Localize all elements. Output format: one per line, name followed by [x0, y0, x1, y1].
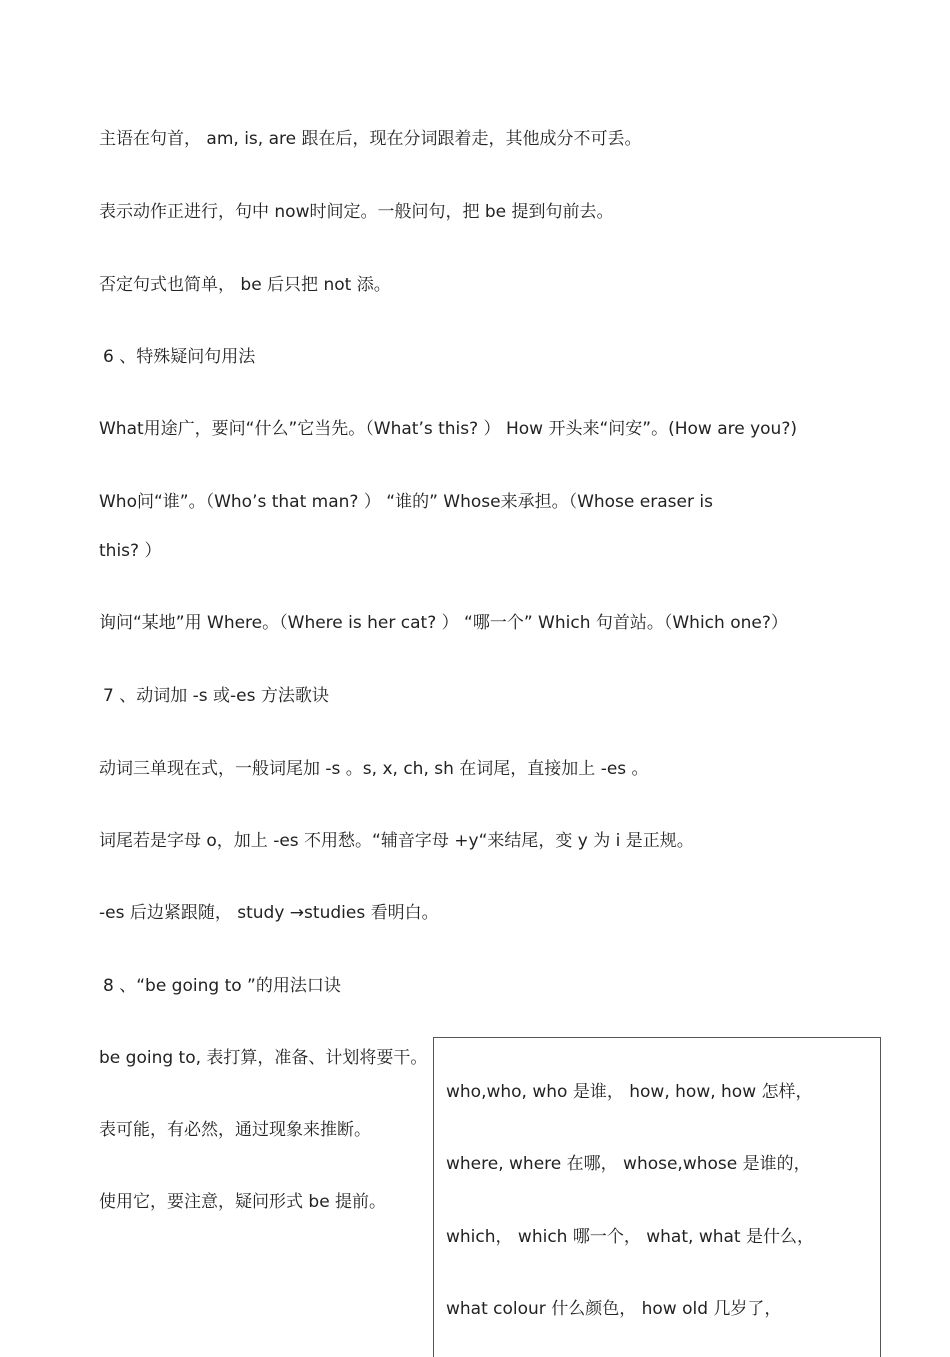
text-line: -es 后边紧跟随， study →studies 看明白。	[99, 903, 439, 923]
section-heading-8: 8 、“be going to ”的用法口诀	[103, 976, 341, 996]
text-line: What用途广，要问“什么”它当先。（What’s this? ） How 开头来“问安”。(How are you?)	[99, 419, 797, 439]
box-line: where, where 在哪， whose,whose 是谁的，	[446, 1154, 811, 1174]
text-line: 主语在句首， am, is, are 跟在后，现在分词跟着走，其他成分不可丢。	[99, 129, 642, 149]
box-line: who,who, who 是谁， how, how, how 怎样，	[446, 1082, 813, 1102]
section-heading-6: 6 、特殊疑问句用法	[103, 347, 256, 367]
box-line: which， which 哪一个， what, what 是什么，	[446, 1227, 814, 1247]
text-line: 表示动作正进行，句中 now时间定。一般问句，把 be 提到句前去。	[99, 202, 614, 222]
box-line: what colour 什么颜色， how old 几岁了，	[446, 1299, 782, 1319]
text-line: be going to, 表打算，准备、计划将要干。	[99, 1048, 428, 1068]
text-line: 询问“某地”用 Where。（Where is her cat? ） “哪一个” Which 句首站。（Which one?）	[99, 613, 788, 633]
text-line: 使用它，要注意，疑问形式 be 提前。	[99, 1192, 387, 1212]
text-line: this? ）	[99, 541, 162, 561]
text-line: 否定句式也简单， be 后只把 not 添。	[99, 275, 391, 295]
text-line: Who问“谁”。（Who’s that man? ） “谁的” Whose来承担。（Whose eraser is	[99, 492, 713, 512]
text-line: 动词三单现在式，一般词尾加 -s 。s, x, ch, sh 在词尾，直接加上 -es 。	[99, 759, 649, 779]
question-words-box	[433, 1037, 881, 1357]
section-heading-7: 7 、动词加 -s 或-es 方法歌诀	[103, 686, 329, 706]
text-line: 词尾若是字母 o，加上 -es 不用愁。“辅音字母 +y“来结尾，变 y 为 i 是正规。	[99, 831, 694, 851]
text-line: 表可能，有必然，通过现象来推断。	[99, 1120, 371, 1140]
